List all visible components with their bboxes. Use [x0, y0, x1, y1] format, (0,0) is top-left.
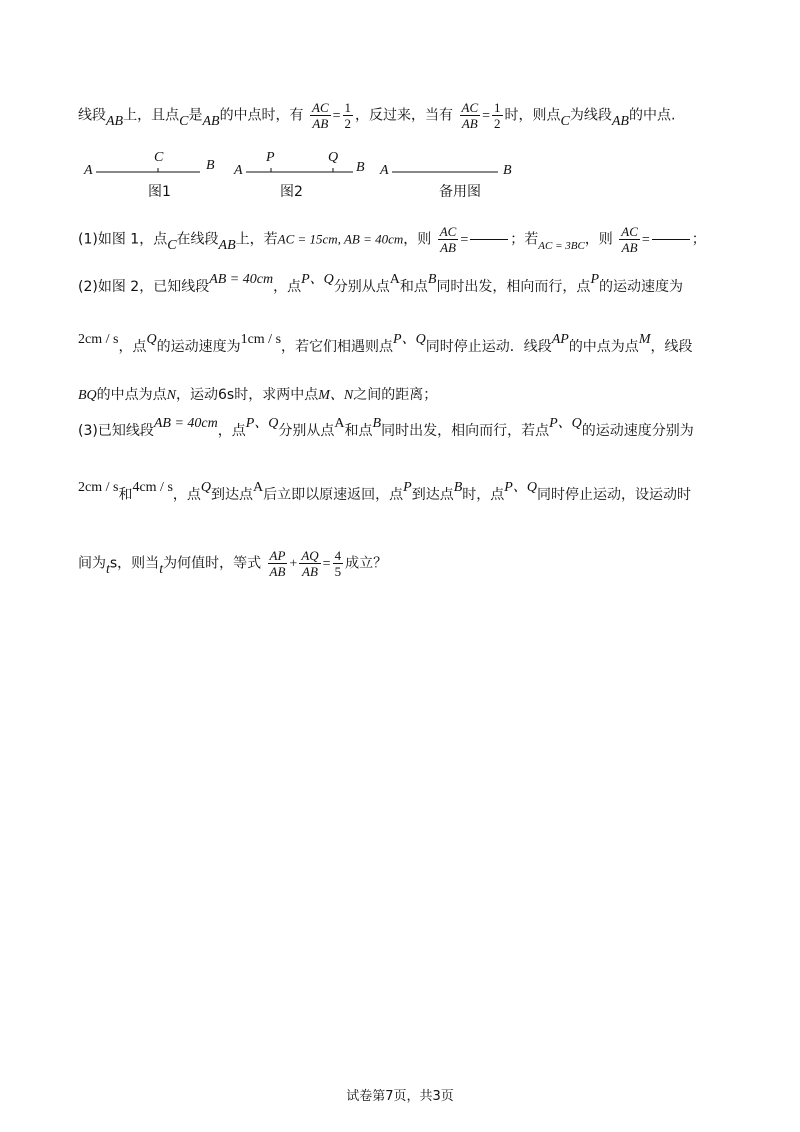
math-var: Q — [146, 332, 157, 347]
intro-text: 的中点. — [628, 107, 676, 124]
equals-sign: = — [322, 556, 331, 572]
math-var: AB — [106, 113, 124, 129]
math-var: A — [389, 272, 400, 287]
figure-caption: 图1 — [148, 184, 171, 200]
answer-blank[interactable] — [470, 239, 508, 240]
page-footer: 试卷第7页，共3页 — [346, 1089, 454, 1104]
point-label-a: A — [380, 163, 389, 178]
point-label-a: A — [84, 163, 93, 178]
fraction — [299, 548, 320, 579]
fraction-numerator: 4 — [334, 548, 342, 563]
intro-text: 时，则点 — [504, 107, 561, 124]
q2-text: 分别从点 — [333, 279, 390, 295]
q3-text: 同时出发，相向而行，若点 — [381, 423, 550, 439]
q2-text: 的运动速度为 — [156, 339, 241, 355]
math-expression: 4cm / s — [132, 480, 173, 495]
fraction — [492, 100, 503, 131]
q3-text: 到达点 — [211, 487, 254, 503]
fraction — [343, 100, 354, 131]
equals-sign: = — [641, 232, 650, 248]
intro-text: 线段 — [78, 107, 106, 124]
q3-text: 时，点 — [462, 487, 505, 503]
math-expression: AC = 3BC — [538, 239, 585, 252]
fraction-denominator: AB — [440, 240, 456, 255]
fraction-denominator: AB — [302, 564, 318, 579]
math-var: B — [453, 480, 463, 495]
q3-text: 的运动速度分别为 — [581, 423, 694, 439]
q3-text: ，点 — [172, 487, 201, 503]
math-var: AB — [202, 113, 220, 129]
math-var: A — [253, 480, 264, 495]
math-var: AP — [551, 332, 569, 347]
question-3-line-3 — [78, 548, 387, 579]
math-expression: AB = 40cm — [153, 416, 218, 431]
question-3-line-1 — [78, 416, 694, 440]
math-var: M、N — [318, 388, 354, 403]
math-var: t — [159, 561, 164, 577]
fraction — [333, 548, 344, 579]
math-var: P、Q — [504, 480, 537, 495]
math-var: AB — [218, 237, 236, 253]
intro-line — [78, 100, 675, 131]
fraction-denominator: 2 — [344, 116, 352, 131]
math-expression: 1cm / s — [240, 332, 282, 347]
point-label-b: B — [206, 158, 215, 173]
math-var: Q — [200, 480, 212, 495]
math-var: A — [334, 416, 345, 431]
fraction-numerator: AQ — [301, 548, 319, 563]
fraction — [460, 100, 481, 131]
math-expression: 2cm / s — [78, 332, 119, 347]
q3-text: 后立即以原速返回，点 — [263, 487, 404, 503]
point-label-a: A — [234, 163, 243, 178]
math-var: t — [106, 561, 110, 577]
figure-caption: 备用图 — [439, 184, 481, 200]
fraction-numerator: 1 — [344, 100, 352, 115]
fraction-numerator: AC — [312, 100, 329, 115]
fraction — [310, 100, 331, 131]
q3-text: 同时停止运动，设运动时 — [536, 487, 691, 503]
math-var: C — [560, 113, 570, 129]
math-var: BQ — [78, 388, 97, 403]
math-var: P、Q — [549, 416, 582, 431]
math-expression: AC = 15cm, AB = 40cm — [277, 231, 404, 247]
q2-text: ，运动6s时，求两中点 — [176, 387, 319, 403]
math-var: P、Q — [245, 416, 279, 431]
q3-text: s，则当 — [109, 555, 160, 572]
question-2-line-1 — [78, 272, 683, 296]
q2-text: (2)如图 2，已知线段 — [78, 279, 210, 295]
math-var: N — [166, 388, 177, 403]
question-3-line-2 — [78, 480, 691, 504]
q2-text: 之间的距离； — [353, 387, 438, 403]
equals-sign: = — [482, 108, 491, 124]
fraction-numerator: AC — [621, 224, 638, 239]
intro-text: 上，且点 — [123, 107, 180, 124]
fraction-denominator: AB — [621, 240, 638, 255]
point-label-p: P — [266, 150, 275, 165]
fraction-denominator: 2 — [494, 116, 501, 131]
q1-text: ； — [691, 231, 706, 248]
point-label-q: Q — [328, 150, 339, 165]
q1-text: ，则 — [584, 231, 613, 248]
question-1 — [78, 224, 706, 255]
math-var: B — [372, 416, 382, 431]
q3-text: 和 — [118, 487, 133, 503]
q3-text: 到达点 — [411, 487, 454, 503]
fraction-denominator: AB — [312, 116, 329, 131]
q1-text: 在线段 — [176, 231, 219, 248]
equals-sign: = — [332, 108, 341, 124]
math-var: P、Q — [393, 332, 426, 347]
q3-text: ，点 — [217, 423, 246, 439]
fraction-numerator: AP — [269, 548, 286, 563]
q2-text: 和点 — [399, 279, 428, 295]
fraction-denominator: AB — [269, 564, 286, 579]
math-var: P — [590, 272, 599, 287]
intro-text: 的中点时，有 — [219, 107, 304, 124]
point-label-b: B — [503, 163, 512, 178]
q2-text: ，点 — [273, 279, 302, 295]
fraction-numerator: AC — [439, 224, 457, 239]
q3-text: 和点 — [344, 423, 373, 439]
q3-text: 间为 — [78, 555, 106, 572]
q1-text: ，则 — [403, 231, 432, 248]
q1-text: 上，若 — [235, 231, 278, 248]
q2-text: 的中点为点 — [96, 387, 167, 403]
q3-text: (3)已知线段 — [78, 423, 154, 439]
math-var: C — [179, 113, 189, 129]
q1-text: (1)如图 1，点 — [78, 231, 168, 248]
plus-sign: + — [289, 556, 298, 572]
intro-text: 为线段 — [569, 107, 612, 124]
q2-text: ，线段 — [650, 339, 693, 355]
fraction — [619, 224, 640, 255]
point-label-b: B — [356, 160, 365, 175]
point-label-c: C — [154, 150, 164, 165]
q1-text: ；若 — [510, 231, 539, 248]
math-var: B — [427, 272, 437, 287]
q2-text: 的中点为点 — [568, 339, 639, 355]
question-2-line-2 — [78, 332, 693, 356]
intro-text: ，反过来，当有 — [355, 107, 454, 124]
math-var: AB — [611, 113, 629, 129]
math-var: P — [403, 480, 412, 495]
math-var: M — [638, 332, 651, 347]
q2-text: 同时出发，相向而行，点 — [436, 279, 591, 295]
math-expression: 2cm / s — [78, 480, 119, 495]
math-expression: AB = 40cm — [209, 272, 274, 287]
question-2-line-3 — [78, 384, 437, 404]
figure-caption: 图2 — [280, 184, 303, 200]
q2-text: 同时停止运动．线段 — [425, 339, 552, 355]
intro-text: 是 — [188, 107, 203, 124]
fraction-numerator: 1 — [494, 100, 501, 115]
equals-sign: = — [460, 232, 469, 248]
q2-text: 的运动速度为 — [599, 279, 683, 295]
math-var: C — [167, 237, 177, 253]
fraction-numerator: AC — [461, 100, 479, 115]
q2-text: ，点 — [118, 339, 147, 355]
fraction-denominator: AB — [461, 116, 478, 131]
q3-text: 成立？ — [345, 555, 388, 572]
q3-text: 分别从点 — [278, 423, 335, 439]
math-var: P、Q — [301, 272, 334, 287]
q2-text: ，若它们相遇则点 — [281, 339, 394, 355]
fraction — [438, 224, 459, 255]
answer-blank[interactable] — [652, 239, 690, 240]
q3-text: 为何值时，等式 — [163, 555, 262, 572]
fraction-denominator: 5 — [334, 564, 342, 579]
fraction — [268, 548, 288, 579]
